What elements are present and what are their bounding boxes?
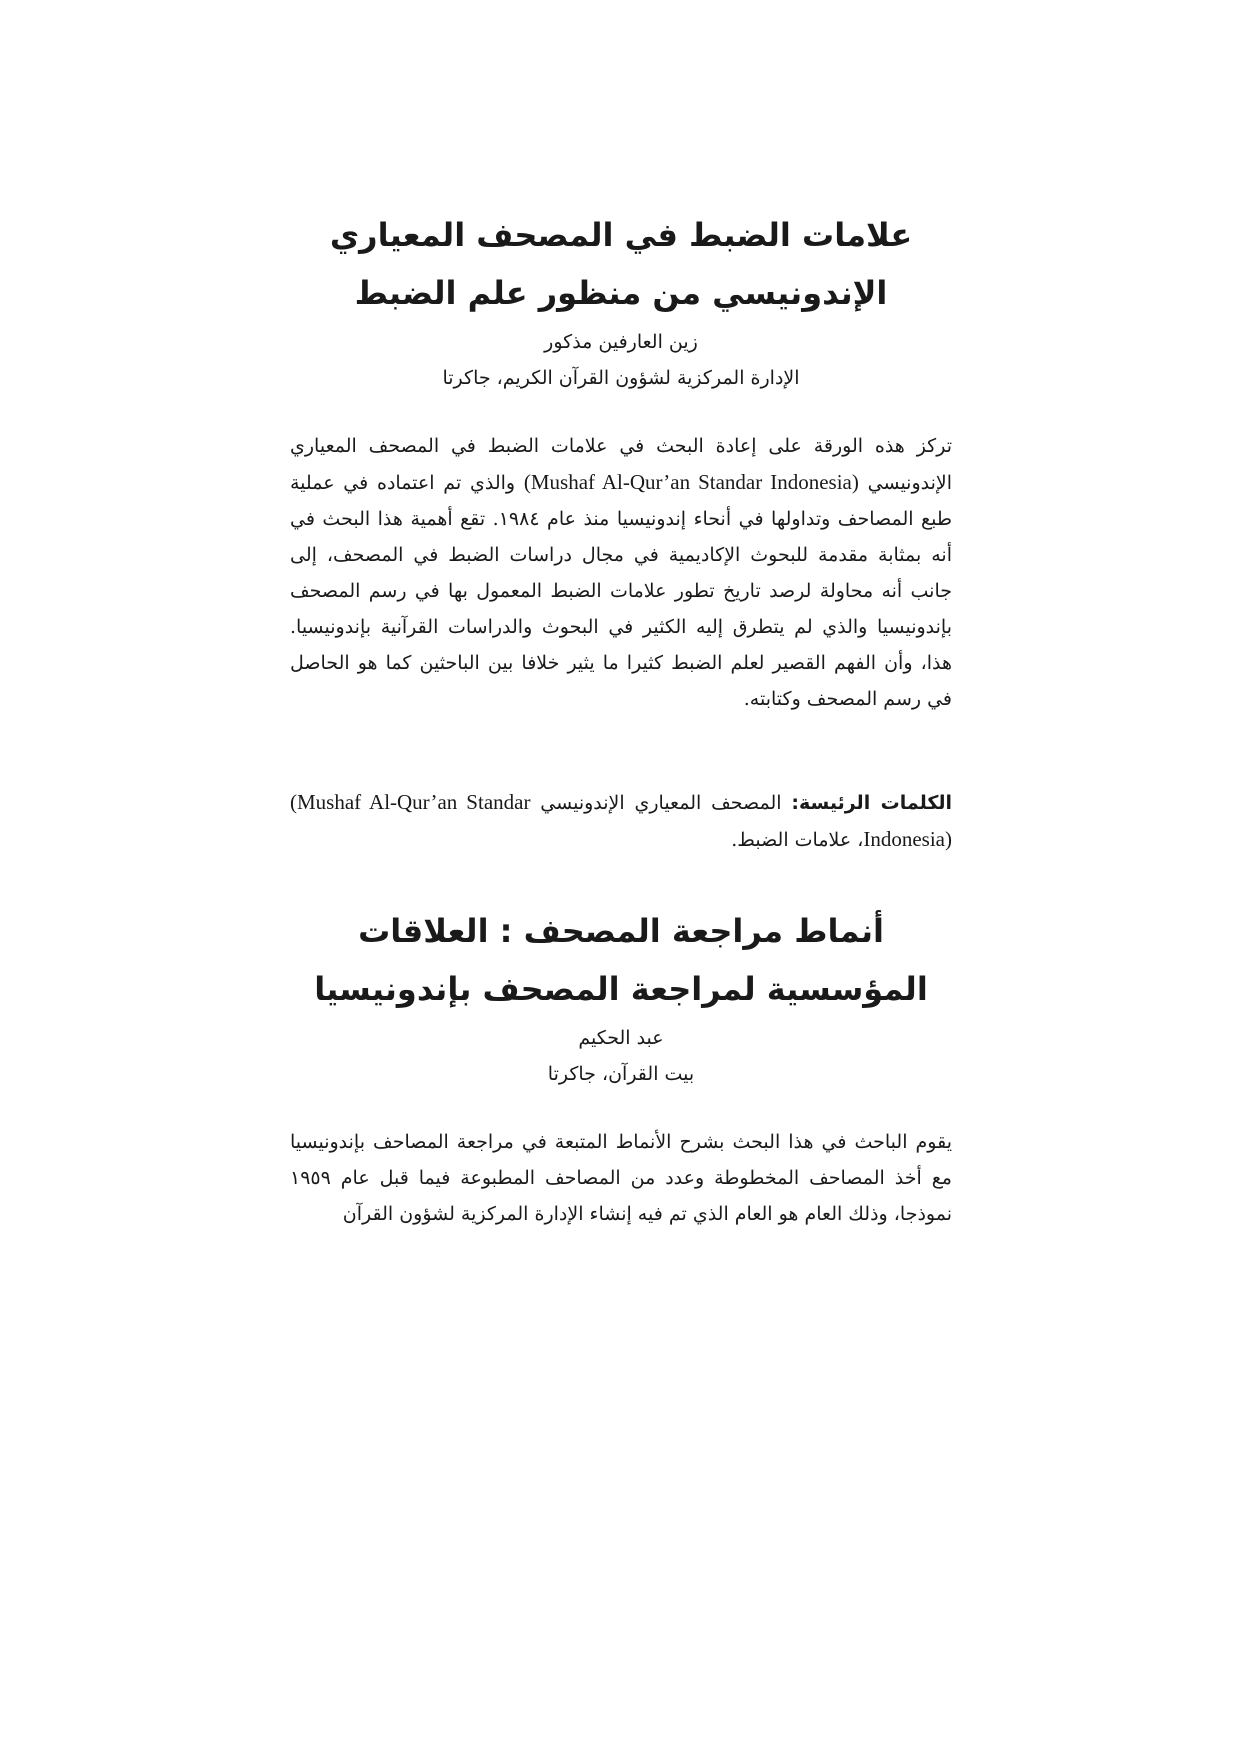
keywords-label: الكلمات الرئيسة: bbox=[791, 792, 953, 814]
article2-abstract: يقوم الباحث في هذا البحث بشرح الأنماط المتبعة في مراجعة المصاحف بإندونيسيا مع أخذ المصاحف المخطوطة وعدد من المصاحف المطبوعة فيما قبل عام ١٩٥٩ نموذجا، وذلك العام هو العام الذي تم فيه إنشاء الإدارة المركزية لشؤون القرآن bbox=[290, 1131, 952, 1225]
keywords-text-1: المصحف المعياري الإندونيسي bbox=[540, 792, 782, 814]
article1-header bbox=[290, 206, 952, 394]
article2-header bbox=[290, 902, 952, 1090]
article1-abstract-latin: (Mushaf Al-Qur’an Standar Indonesia) bbox=[523, 470, 859, 494]
article1-affiliation: الإدارة المركزية لشؤون القرآن الكريم، جاكرتا bbox=[442, 367, 800, 389]
article2-abstract-block bbox=[290, 1124, 952, 1232]
article2-affiliation: بيت القرآن، جاكرتا bbox=[547, 1063, 695, 1085]
article1-keywords bbox=[290, 784, 952, 858]
article2-title: أنماط مراجعة المصحف : العلاقات المؤسسية لمراجعة المصحف بإندونيسيا bbox=[314, 912, 928, 1008]
article1-author: زين العارفين مذكور bbox=[544, 331, 698, 353]
keywords-text-2: ، علامات الضبط. bbox=[731, 829, 864, 851]
article2-author: عبد الحكيم bbox=[578, 1027, 664, 1049]
keywords-latin: (Mushaf Al-Qur’an Standar Indonesia) bbox=[290, 790, 952, 851]
article1-abstract bbox=[290, 428, 952, 717]
article1-abstract-text-1: تركز هذه الورقة على إعادة البحث في علامات الضبط في المصحف المعياري الإندونيسي bbox=[290, 435, 953, 494]
article1-title: علامات الضبط في المصحف المعياري الإندونيسي من منظور علم الضبط bbox=[329, 216, 913, 312]
article1-abstract-text-2: والذي تم اعتماده في عملية طبع المصاحف وتداولها في أنحاء إندونيسيا منذ عام ١٩٨٤. تقع أهمية هذا البحث في أنه بمثابة مقدمة للبحوث الإكاديمية في مجال دراسات الضبط في المصحف، إلى جانب أنه محاولة لرصد تاريخ تطور علامات الضبط المعمول بها في رسم المصحف بإندونيسيا والذي لم يتطرق إليه الكثير في البحوث والدراسات القرآنية بإندونيسيا. هذا، وأن الفهم القصير لعلم الضبط كثيرا ما يثير خلافا بين الباحثين كما هو الحاصل في رسم المصحف وكتابته. bbox=[290, 472, 952, 710]
article1-keywords-block bbox=[290, 784, 952, 858]
article1-abstract-block bbox=[290, 428, 952, 717]
